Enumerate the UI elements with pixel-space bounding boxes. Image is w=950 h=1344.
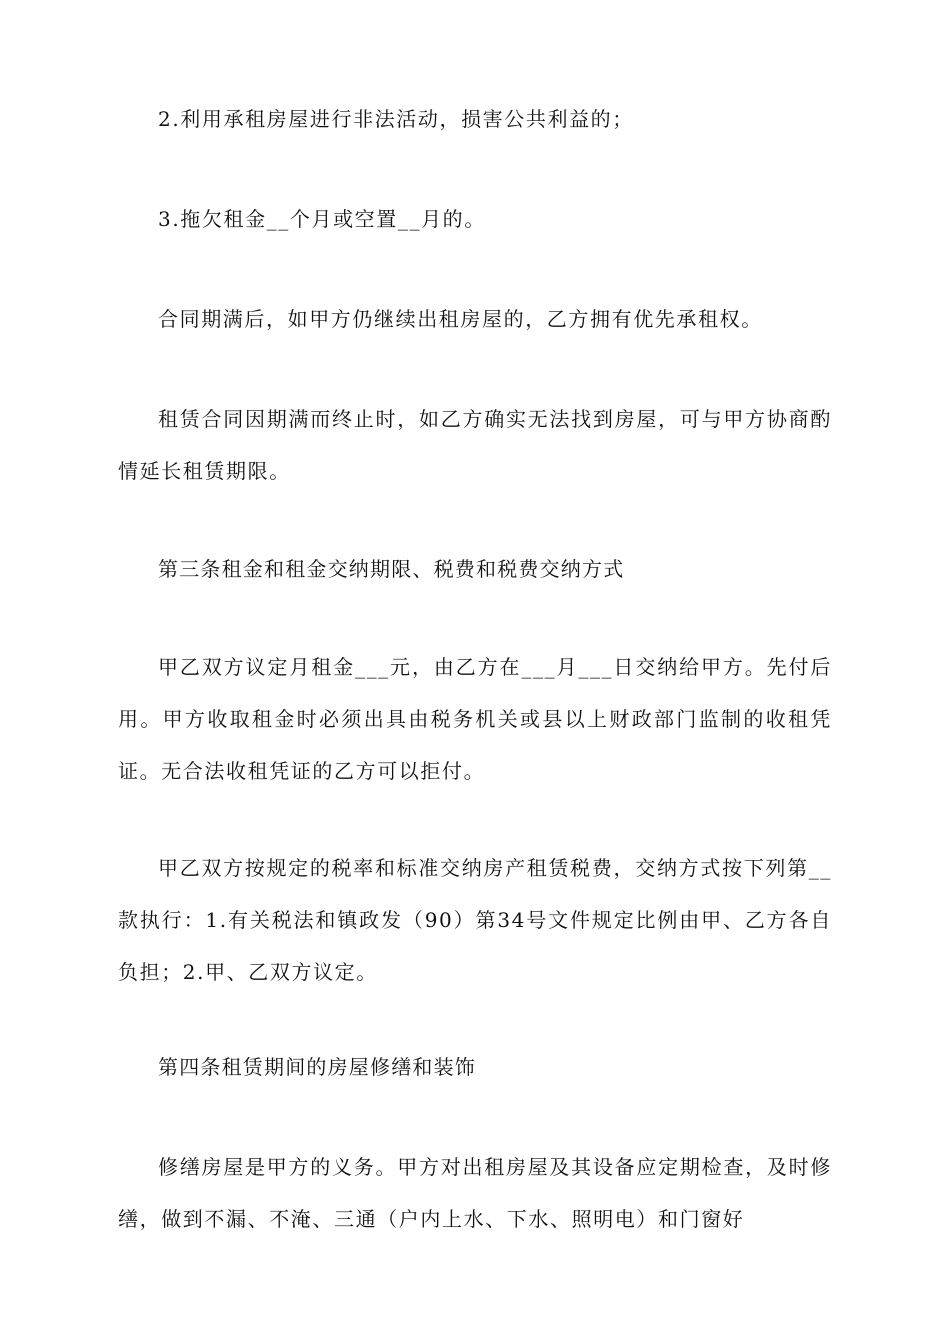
paragraph-repair-duty: 修缮房屋是甲方的义务。甲方对出租房屋及其设备应定期检查，及时修缮，做到不漏、不淹、三通（户内上水、下水、照明电）和门窗好 bbox=[118, 1155, 832, 1231]
article-3-heading: 第三条租金和租金交纳期限、税费和税费交纳方式 bbox=[158, 557, 625, 581]
paragraph-rent-payment: 甲乙双方议定月租金___元，由乙方在___月___日交纳给甲方。先付后用。甲方收取租金时必须出具由税务机关或县以上财政部门监制的收租凭证。无合法收租凭证的乙方可以拒付。 bbox=[118, 655, 832, 783]
article-4-heading: 第四条租赁期间的房屋修缮和装饰 bbox=[158, 1055, 476, 1079]
paragraph-priority-lease: 合同期满后，如甲方仍继续出租房屋的，乙方拥有优先承租权。 bbox=[158, 307, 763, 331]
paragraph-lease-extension: 租赁合同因期满而终止时，如乙方确实无法找到房屋，可与甲方协商酌情延长租赁期限。 bbox=[118, 407, 832, 483]
clause-item-3: 3.拖欠租金__个月或空置__月的。 bbox=[158, 207, 486, 231]
paragraph-tax-payment: 甲乙双方按规定的税率和标准交纳房产租赁税费，交纳方式按下列第__款执行：1.有关税法和镇政发（90）第34号文件规定比例由甲、乙方各自负担；2.甲、乙双方议定。 bbox=[118, 856, 832, 984]
clause-item-2: 2.利用承租房屋进行非法活动，损害公共利益的； bbox=[158, 107, 634, 131]
